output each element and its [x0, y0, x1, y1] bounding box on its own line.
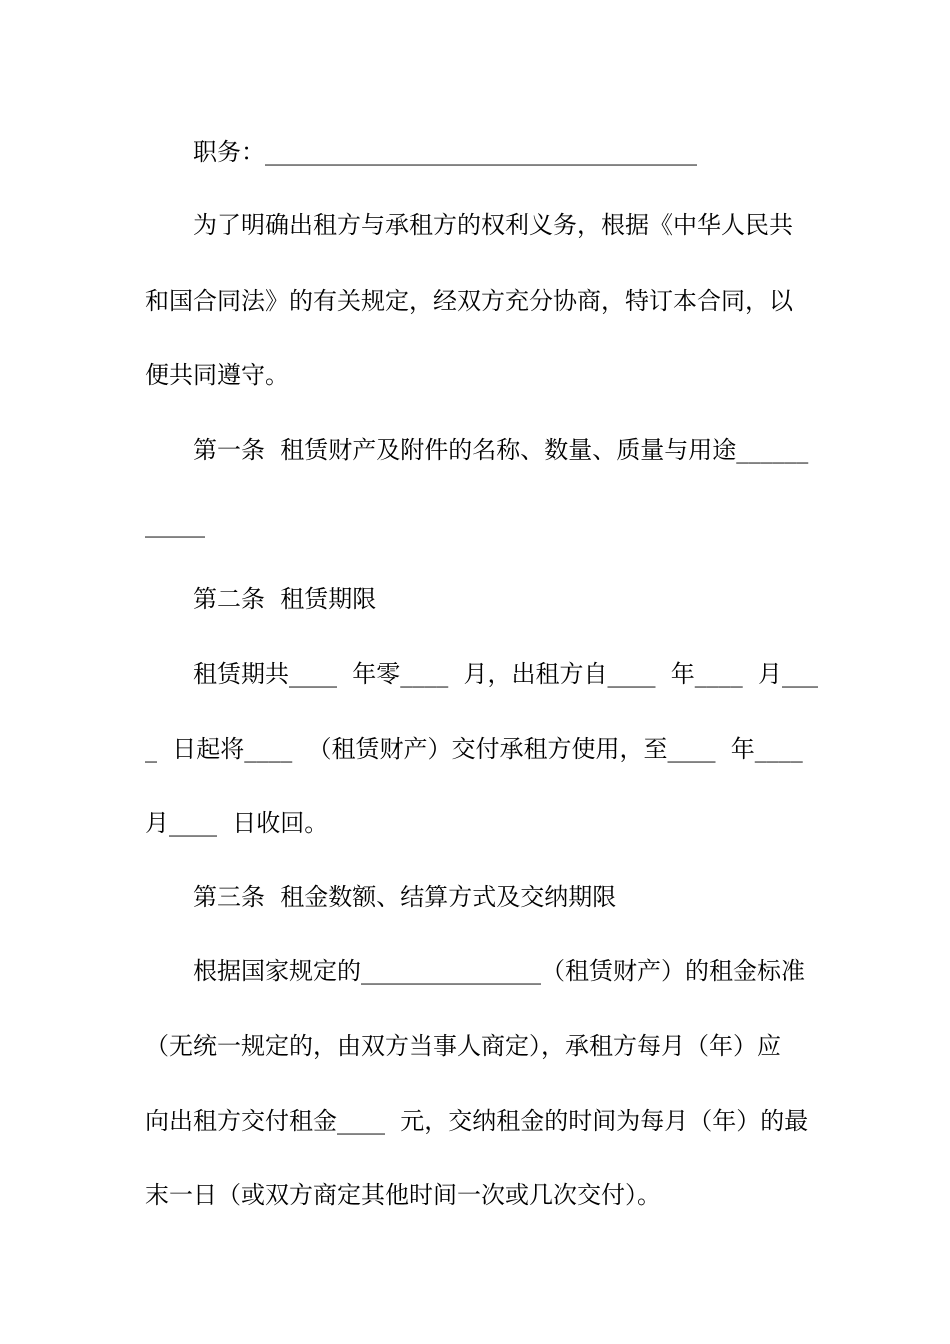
- preamble-line-3: 便共同遵守。: [145, 361, 289, 389]
- preamble-line-2: 和国合同法》的有关规定，经双方充分协商，特订本合同，以: [145, 287, 793, 315]
- lease-term-line-3: 月____ 日收回。: [145, 809, 329, 837]
- lease-term-line-1: 租赁期共____ 年零____ 月，出租方自____ 年____ 月___: [193, 660, 819, 688]
- article-1-heading: 第一条 租赁财产及附件的名称、数量、质量与用途______: [193, 436, 809, 464]
- lease-term-line-2: _ 日起将____ （租赁财产）交付承租方使用，至____ 年____: [145, 735, 803, 763]
- rent-line-3: 向出租方交付租金____ 元，交纳租金的时间为每月（年）的最: [145, 1107, 809, 1135]
- article-1-blank-continuation: _____: [145, 510, 205, 538]
- preamble-line-1: 为了明确出租方与承租方的权利义务，根据《中华人民共: [193, 211, 793, 239]
- position-field-line: 职务：____________________________________: [193, 138, 697, 166]
- rent-line-4: 末一日（或双方商定其他时间一次或几次交付）。: [145, 1181, 661, 1209]
- article-2-heading: 第二条 租赁期限: [193, 585, 377, 613]
- rent-line-2: （无统一规定的，由双方当事人商定），承租方每月（年）应: [145, 1032, 781, 1060]
- rent-line-1: 根据国家规定的_______________（租赁财产）的租金标准: [193, 957, 805, 985]
- article-3-heading: 第三条 租金数额、结算方式及交纳期限: [193, 883, 617, 911]
